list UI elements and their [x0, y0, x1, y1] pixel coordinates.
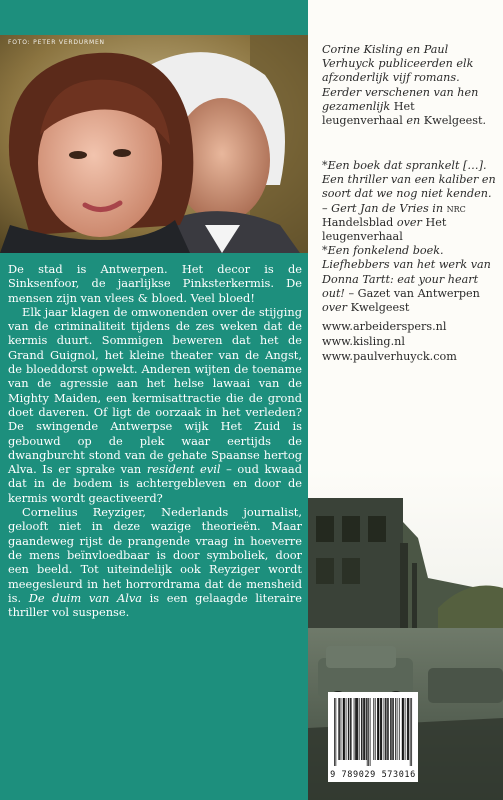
barcode-bar: [411, 698, 412, 766]
quote-book-title: Het leugenverhaal: [322, 215, 447, 244]
blurb-paragraph-2: [8, 305, 302, 505]
barcode-bar: [355, 698, 356, 760]
blurb-text: is een gelaagde literaire thriller vol suspense.: [8, 590, 302, 620]
barcode-bar: [356, 698, 357, 760]
barcode-bar: [392, 698, 393, 760]
barcode-bar: [407, 698, 408, 760]
barcode-bar: [408, 698, 409, 760]
barcode-bar: [354, 698, 355, 760]
isbn-barcode: [328, 692, 418, 782]
barcode-bar: [387, 698, 388, 760]
barcode-bar: [359, 698, 360, 760]
barcode-bar: [348, 698, 349, 760]
barcode-bar: [381, 698, 382, 760]
title-kwelgeest: Kwelgeest: [423, 114, 483, 128]
url-kisling[interactable]: www.kisling.nl: [322, 334, 405, 348]
barcode-bar: [403, 698, 404, 760]
quote-book-title: Kwelgeest: [347, 301, 410, 315]
barcode-bar: [334, 698, 335, 766]
author-bio-text: en: [402, 114, 424, 128]
barcode-bars: [328, 692, 418, 770]
blurb-text: Cornelius Reyziger, Nederlands journalist, gelooft niet in deze wazige theorieën. Maar gaandeweg rijst de prangende vraag in hoeverre de mens beïnvloedbaar is door symboliek, door een beeld. Tot uiteindelijk ook Reyziger wordt meegesleurd in het horrordrama dat de mensheid is.: [8, 505, 302, 605]
back-cover-right-panel: [308, 0, 503, 800]
isbn-number: 9 789029 573016: [330, 770, 416, 780]
author-bio-text: .: [482, 114, 487, 128]
barcode-bar: [395, 698, 396, 760]
barcode-bar: [388, 698, 389, 760]
barcode-bar: [410, 698, 411, 766]
barcode-bar: [344, 698, 345, 760]
quote-1: [322, 159, 498, 244]
title-leugenverhaal: Het leugenverhaal: [322, 99, 415, 128]
barcode-bar: [362, 698, 363, 760]
url-arbeiderspers[interactable]: www.arbeiderspers.nl: [322, 320, 447, 333]
barcode-bar: [391, 698, 392, 760]
barcode-bar: [338, 698, 339, 760]
barcode-bar: [381, 698, 382, 760]
press-quotes: [322, 159, 498, 315]
author-bio: [322, 43, 498, 128]
barcode-bar: [402, 698, 403, 760]
barcode-bar: [403, 698, 404, 760]
blurb-text: – oud kwaad dat in de bodem is achtergebleven en door de kermis wordt geactiveerd?: [8, 462, 302, 505]
barcode-bar: [343, 698, 344, 760]
quote-text: over: [322, 301, 348, 315]
barcode-bar: [367, 698, 368, 766]
blurb-text: Elk jaar klagen de omwonenden over de stijging van de criminaliteit tijdens de zes weken dat de kermis duurt. Sommigen beweren dat het de Grand Guignol, het kleine theater van de Angst, de bloeddorst opwekt. Anderen wijten de toename van de agressie aan het helse lawaai van de Mighty Maiden, een kermisattractie die de grond doet daveren. Of ligt de oorzaak in het verleden? De swingende Antwerpse wijk Het Zuid is gebouwd op de plek waar eertijds de dwangburcht stond van de gehate Spaanse hertog Alva. Is er sprake van: [8, 304, 302, 477]
url-paulverhuyck[interactable]: www.paulverhuyck.com: [322, 349, 457, 363]
barcode-bar: [393, 698, 394, 760]
author-photo-illustration: [0, 35, 308, 253]
barcode-bar: [370, 698, 371, 766]
book-title: De duim van Alva: [28, 590, 143, 605]
quote-source: nrc: [446, 201, 466, 215]
website-links: [322, 320, 498, 364]
barcode-bar: [397, 698, 398, 760]
barcode-bar: [390, 698, 391, 760]
author-photo: [0, 35, 308, 253]
barcode-bar: [365, 698, 366, 760]
barcode-bar: [385, 698, 386, 760]
barcode-bar: [349, 698, 350, 760]
photo-credit: FOTO: PETER VERDURMEN: [8, 39, 105, 46]
quote-text: *Een boek dat sprankelt […]. Een thriller van een kaliber en soort dat we nog niet kenden. – Gert Jan de Vries in: [322, 159, 496, 215]
blurb-emphasis: resident evil: [146, 462, 221, 477]
barcode-bar: [346, 698, 347, 760]
barcode-bar: [368, 698, 369, 766]
barcode-bar: [351, 698, 352, 760]
barcode-bar: [364, 698, 365, 760]
blurb-paragraph-3: [8, 505, 302, 619]
barcode-bar: [357, 698, 358, 760]
quote-2: [322, 244, 498, 315]
barcode-bar: [373, 698, 374, 760]
author-bio-text: Corine Kisling en Paul Verhuyck publiceerden elk afzonderlijk vijf romans. Eerder verschenen van hen gezamenlijk: [322, 43, 479, 113]
book-blurb: [8, 262, 302, 619]
barcode-bar: [343, 698, 344, 760]
barcode-bar: [350, 698, 351, 760]
barcode-bar: [375, 698, 376, 760]
barcode-bar: [339, 698, 340, 760]
barcode-bar: [357, 698, 358, 760]
barcode-bar: [363, 698, 364, 760]
barcode-bar: [378, 698, 379, 760]
blurb-paragraph-1: De stad is Antwerpen. Het decor is de Sinksenfoor, de jaarlijkse Pinksterkermis. De mensen zijn van vlees & bloed. Veel bloed!: [8, 262, 302, 305]
quote-source: – Gazet van Antwerpen: [344, 286, 480, 300]
quote-source: Handelsblad: [322, 215, 394, 229]
quote-text: *Een fonkelend boek. Liefhebbers van het werk van Donna Tartt: eat your heart out!: [322, 244, 491, 300]
barcode-bar: [341, 698, 342, 760]
barcode-bar: [405, 698, 406, 760]
barcode-bar: [335, 698, 336, 766]
barcode-bar: [378, 698, 379, 760]
barcode-bar: [386, 698, 387, 760]
quote-text: over: [393, 215, 426, 229]
barcode-bar: [361, 698, 362, 760]
barcode-bar: [399, 698, 400, 760]
barcode-bar: [408, 698, 409, 760]
barcode-bar: [366, 698, 367, 760]
barcode-bar: [380, 698, 381, 760]
barcode-bar: [384, 698, 385, 760]
barcode-bar: [377, 698, 378, 760]
